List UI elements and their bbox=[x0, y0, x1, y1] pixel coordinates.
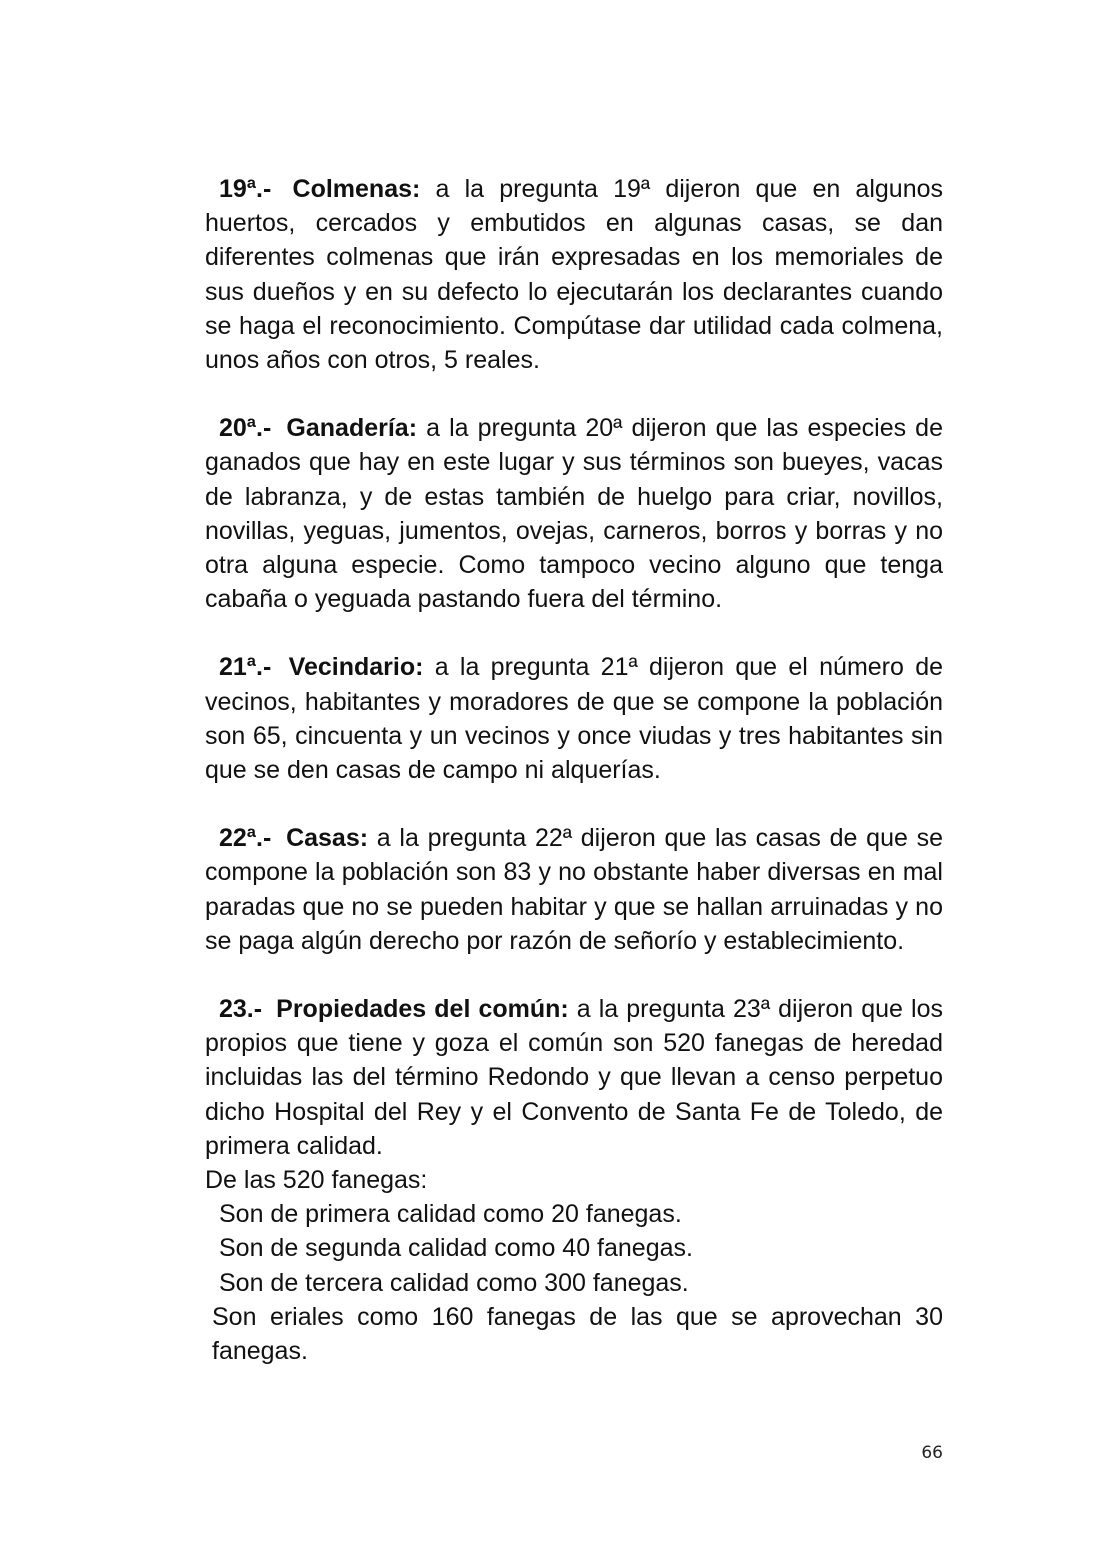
section-20 bbox=[205, 411, 943, 616]
section-number: 21ª.- bbox=[219, 653, 272, 682]
section-number: 19ª.- bbox=[219, 175, 272, 203]
section-heading: Casas: bbox=[286, 824, 369, 853]
section-text: a la pregunta 21ª dijeron que el número de vecinos, habitantes y moradores de que se compone la población son 65, cincuenta y un vecinos y once viudas y tres habitantes sin que se den casas de campo ni alquerías. bbox=[205, 653, 944, 785]
section-text: a la pregunta 23ª dijeron que los propios que tiene y goza el común son 520 fanegas de heredad incluidas las del término Redondo y que llevan a censo perpetuo dicho Hospital del Rey y el Convento de Santa Fe de Toledo, de primera calidad. bbox=[205, 995, 943, 1160]
document-body bbox=[205, 172, 943, 1368]
page-number: 66 bbox=[921, 1443, 943, 1463]
section-heading: Vecindario: bbox=[288, 653, 424, 682]
section-23 bbox=[205, 992, 943, 1163]
breakdown-item: Son de primera calidad como 20 fanegas. bbox=[219, 1200, 682, 1229]
section-heading: Propiedades del común: bbox=[276, 995, 569, 1024]
breakdown-item: Son de segunda calidad como 40 fanegas. bbox=[219, 1234, 693, 1263]
section-heading: Colmenas: bbox=[292, 175, 421, 203]
section-22 bbox=[205, 821, 943, 958]
breakdown-intro: De las 520 fanegas: bbox=[205, 1166, 428, 1195]
section-text: a la pregunta 20ª dijeron que las especies de ganados que hay en este lugar y sus términos son bueyes, vacas de labranza, y de estas también de huelgo para criar, novillos, novillas, yeguas, jumentos, ovejas, carneros, borros y borras y no otra alguna especie. Como tampoco vecino alguno que tenga cabaña o yeguada pastando fuera del término. bbox=[205, 414, 943, 614]
section-number: 20ª.- bbox=[219, 414, 272, 443]
section-text: a la pregunta 19ª dijeron que en algunos huertos, cercados y embutidos en algunas casas, se dan diferentes colmenas que irán expresadas en los memoriales de sus dueños y en su defecto lo ejecutarán los declarantes cuando se haga el reconocimiento. Compútase dar utilidad cada colmena, unos años con otros, 5 reales. bbox=[205, 175, 944, 375]
section-heading: Ganadería: bbox=[286, 414, 418, 443]
section-number: 23.- bbox=[219, 995, 263, 1024]
section-21 bbox=[205, 650, 943, 787]
section-text: a la pregunta 22ª dijeron que las casas de que se compone la población son 83 y no obstante haber diversas en mal paradas que no se pueden habitar y que se hallan arruinadas y no se paga algún derecho por razón de señorío y establecimiento. bbox=[205, 824, 943, 955]
breakdown-last: Son eriales como 160 fanegas de las que se aprovechan 30 fanegas. bbox=[212, 1302, 943, 1366]
breakdown-item: Son de tercera calidad como 300 fanegas. bbox=[219, 1268, 689, 1297]
section-19 bbox=[205, 172, 943, 377]
section-number: 22ª.- bbox=[219, 824, 272, 853]
